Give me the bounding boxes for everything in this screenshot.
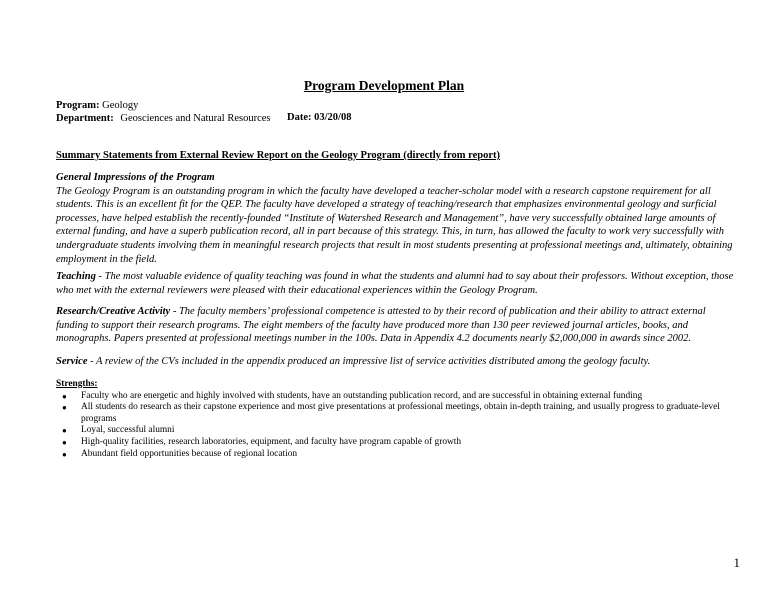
program-line — [56, 99, 138, 112]
bullet-icon: ● — [62, 426, 67, 436]
list-item — [56, 449, 736, 461]
program-value: Geology — [102, 100, 139, 111]
page-number: 1 — [733, 555, 740, 570]
strength-text: Abundant field opportunities because of regional location — [81, 448, 298, 459]
department-label: Department: — [56, 113, 114, 124]
department-line — [56, 112, 271, 125]
bullet-icon: ● — [62, 437, 67, 447]
list-item — [56, 437, 736, 449]
page-title: Program Development Plan — [303, 78, 465, 93]
general-impressions-body: The Geology Program is an outstanding program in which the faculty have developed a teacher-scholar model with a research capstone requirement for all students. This is an excellent fit for the QEP. The faculty have developed a strategy of teaching/research that emphasizes environmental geology and surficial processes, have helped establish the recently-founded “Institute of Watershed Research and Management”, have very successfully obtained large amounts of external funding, and have a superb publication record, all in part because of this strategy. This, in turn, has allowed the faculty to work very successfully with undergraduate students involving them in meaningful research projects that result in most students presenting at professional meetings and, ultimately, obtaining employment in the field. — [56, 185, 733, 265]
service-heading: Service — [56, 356, 88, 367]
list-item — [56, 391, 736, 403]
service-body: - A review of the CVs included in the appendix produced an impressive list of service activities distributed among the geology faculty. — [87, 356, 651, 367]
teaching-heading: Teaching — [56, 271, 96, 282]
teaching-section — [56, 270, 736, 297]
bullet-icon: ● — [62, 403, 67, 413]
strength-text: Faculty who are energetic and highly involved with students, have an outstanding publication record, and are successful in obtaining external funding — [81, 390, 643, 401]
date-label: Date: — [287, 112, 312, 123]
service-section — [56, 355, 736, 369]
list-item — [56, 425, 736, 437]
research-heading: Research/Creative Activity — [56, 306, 171, 317]
bullet-icon: ● — [62, 391, 67, 401]
research-section — [56, 305, 736, 346]
strength-text: Loyal, successful alumni — [81, 425, 175, 436]
bullet-icon: ● — [62, 449, 67, 459]
date-line — [287, 112, 351, 123]
strengths-list — [56, 391, 736, 461]
list-item — [56, 402, 736, 425]
strength-text: All students do research as their capstone experience and most give presentations at professional meetings, obtain in-depth training, and usually progress to graduate-level programs — [81, 402, 720, 424]
department-value: Geosciences and Natural Resources — [120, 113, 271, 124]
program-label: Program: — [56, 100, 100, 111]
strengths-heading: Strengths: — [56, 379, 98, 389]
summary-heading: Summary Statements from External Review Report on the Geology Program (directly from report) — [56, 150, 501, 161]
research-body: - The faculty members’ professional competence is attested to by their record of publication and their ability to attract external funding to support their research programs. The eight members of the faculty have produced more than 130 peer reviewed journal articles, books, and monographs. Papers presented at professional meetings number in the 100s. Data in Appendix 4.2 documents nearly $2,000,000 in awards since 2002. — [56, 306, 706, 345]
date-value: 03/20/08 — [314, 112, 352, 123]
general-impressions-heading: General Impressions of the Program — [56, 172, 215, 183]
teaching-body: - The most valuable evidence of quality teaching was found in what the students and alumni had to say about their professors. Without exception, those who met with the external reviewers were pleased with their educational experiences within the Geology Program. — [56, 271, 734, 296]
strength-text: High-quality facilities, research laboratories, equipment, and faculty have program capable of growth — [81, 436, 462, 447]
general-impressions-section — [56, 171, 736, 266]
strengths-section — [56, 379, 736, 460]
